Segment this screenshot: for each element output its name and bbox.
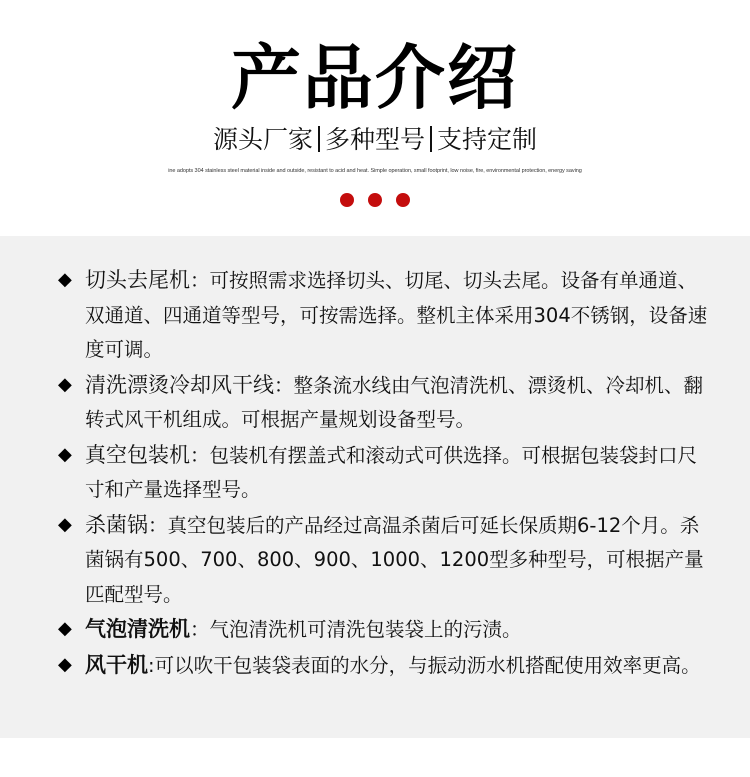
diamond-bullet-icon: ◆ (58, 618, 72, 639)
item-heading: 气泡清洗机 (85, 617, 190, 641)
divider (430, 126, 432, 152)
subtitle-part-source-factory: 源头厂家 (212, 125, 313, 154)
divider (318, 126, 320, 152)
subtitle (0, 122, 750, 158)
diamond-bullet-icon: ◆ (58, 269, 72, 290)
page-title: 产品介绍 (231, 37, 519, 119)
item-separator: ： (148, 513, 168, 537)
subtitle-part-models: 多种型号 (324, 125, 425, 154)
subtitle-part-customization: 支持定制 (437, 125, 538, 154)
diamond-bullet-icon: ◆ (58, 653, 72, 675)
item-heading: 风干机 (85, 652, 148, 677)
list-item (58, 263, 708, 368)
dot-icon (340, 193, 354, 207)
item-heading: 清洗漂烫冷却风干线 (85, 372, 274, 397)
item-separator: ： (190, 269, 210, 292)
item-text: 可以吹干包装袋表面的水分，与振动沥水机搭配使用效率更高。 (154, 653, 701, 677)
diamond-bullet-icon: ◆ (58, 513, 72, 535)
list-item (58, 612, 708, 648)
item-separator: : (148, 653, 155, 677)
list-item (58, 648, 708, 684)
item-text: 气泡清洗机可清洗包装袋上的污渍。 (209, 618, 522, 641)
item-separator: ： (190, 618, 210, 641)
list-item (58, 368, 708, 438)
feature-list (58, 263, 708, 683)
diamond-bullet-icon: ◆ (58, 373, 72, 395)
item-separator: ： (274, 373, 294, 397)
item-separator: ： (190, 443, 210, 467)
item-text: 整条流水线由气泡清洗机、漂烫机、冷却机、翻转式风干机组成。可根据产量规划设备型号。 (85, 373, 704, 431)
decorative-dots (0, 192, 750, 211)
item-text: 真空包装后的产品经过高温杀菌后可延长保质期6-12个月。杀菌锅有500、700、800、900、1000、1200型多种型号，可根据产量匹配型号。 (85, 513, 704, 606)
item-heading: 杀菌锅 (85, 512, 148, 537)
dot-icon (368, 193, 382, 207)
item-text: 包装机有摆盖式和滚动式可供选择。可根据包装袋封口尺寸和产量选择型号。 (85, 443, 698, 501)
dot-icon (396, 193, 410, 207)
diamond-bullet-icon: ◆ (58, 443, 72, 465)
item-heading: 真空包装机 (85, 442, 190, 467)
list-item (58, 438, 708, 508)
item-text: 可按照需求选择切头、切尾、切头去尾。设备有单通道、双通道、四通道等型号，可按需选择。整机主体采用304不锈钢，设备速度可调。 (85, 269, 708, 361)
item-heading: 切头去尾机 (85, 268, 190, 292)
english-tagline: ine adopts 304 stainless steel material inside and outside, resistant to acid and heat. Simple operation, small footprint, low noise, fire, environmental protection, energy saving (168, 168, 582, 174)
list-item (58, 508, 708, 613)
